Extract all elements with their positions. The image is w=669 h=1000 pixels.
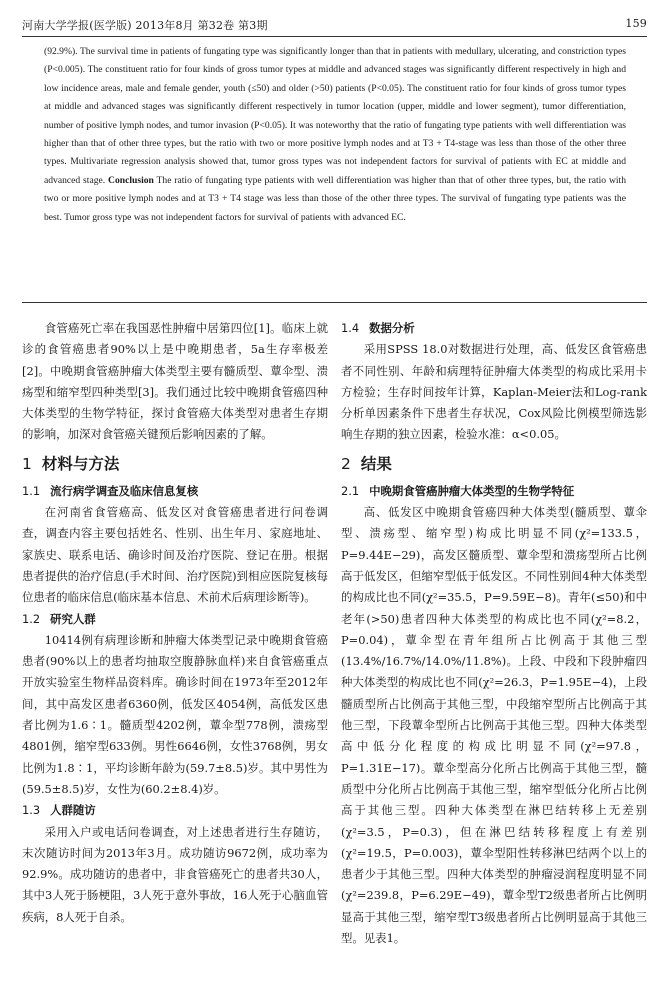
subsection-1-1-heading <box>22 481 328 502</box>
conclusion-label: Conclusion <box>108 174 154 186</box>
english-abstract <box>44 43 626 227</box>
subsection-title: 中晚期食管癌肿瘤大体类型的生物学特征 <box>369 483 575 498</box>
abstract-rule <box>22 302 647 303</box>
subsection-1-2-heading <box>22 609 328 630</box>
section-title: 结果 <box>360 454 392 473</box>
subsection-number: 1.4 <box>341 321 360 335</box>
journal-info: 河南大学学报(医学版) 2013年8月 第32卷 第3期 <box>22 19 268 32</box>
section-2-heading <box>341 452 647 476</box>
section-title: 材料与方法 <box>41 454 120 473</box>
section-1-heading <box>22 452 328 476</box>
section-number: 2 <box>341 454 351 473</box>
subsection-title: 人群随访 <box>50 803 96 818</box>
subsection-1-4-heading <box>341 318 647 339</box>
subsection-title: 数据分析 <box>369 321 415 335</box>
subsection-1-3-text: 采用入户或电话问卷调查，对上述患者进行生存随访，末次随访时间为2013年3月。成功随访9672例，成功率为92.9%。成功随访的患者中，非食管癌死亡的患者共30人，其中3人死于肠梗阻，3人死于意外事故，16人死于心脑血管疾病，8人死于自杀。 <box>22 824 328 924</box>
subsection-title: 流行病学调查及临床信息复核 <box>50 483 199 498</box>
header-rule <box>22 36 647 37</box>
abstract-text <box>44 43 626 227</box>
subsection-number: 1.3 <box>22 803 41 818</box>
subsection-1-4-text: 采用SPSS 18.0对数据进行处理，高、低发区食管癌患者不同性别、年龄和病理特征肿瘤大体类型的构成比采用卡方检验；生存时间按年计算，Kaplan-Meier法和Log-rank分析单因素条件下患者生存状况，Cox风险比例模型筛选影响生存期的独立因素，检验水准：α<0.05。 <box>341 342 647 442</box>
abstract-conclusion: The ratio of fungating type patients with well differentiation was higher than that of other three types, but, the ratio with two or more positive lymph nodes and at T3 + T4 stage was less than those of the other three types. The survival of fungating type patients was the best. Tumor gross type was not independent factors for survival of patients with advanced EC. <box>44 174 626 223</box>
subsection-2-1-heading <box>341 481 647 502</box>
intro-paragraph: 食管癌死亡率在我国恶性肿瘤中居第四位[1]。临床上就诊的食管癌患者90%以上是中晚期患者，5a生存率极差[2]。中晚期食管癌肿瘤大体类型主要有髓质型、蕈伞型、溃疡型和缩窄型四种类型[3]。我们通过比较中晚期食管癌四种大体类型的生物学特征，探讨食管癌大体类型对患者生存期的影响，加深对食管癌关键预后影响因素的了解。 <box>22 321 328 442</box>
subsection-2-1-text: 高、低发区中晚期食管癌四种大体类型(髓质型、蕈伞型、溃疡型、缩窄型)构成比明显不同(χ²=133.5，P=9.44E−29)，高发区髓质型、蕈伞型和溃疡型所占比例高于低发区，但缩窄型低于低发区。不同性别间4种大体类型的构成比也不同(χ²=35.5，P=9.59E−8)。青年(≤50)和中老年(>50)患者四种大体类型的构成比也不同(χ²=8.2，P=0.04)，蕈伞型在青年组所占比例高于其他三型(13.4%/16.7%/14.0%/11.8%)。上段、中段和下段肿瘤四种大体类型的构成比也不同(χ²=26.3，P=1.95E−4)，上段髓质型所占比例高于其他三型，中段缩窄型所占比例高于其他三型，下段蕈伞型所占比例高于其他三型。四种大体类型高中低分化程度的构成比明显不同(χ²=97.8，P=1.31E−17)。蕈伞型高分化所占比例高于其他三型，髓质型中分化所占比例高于其他三型，缩窄型低分化所占比例高于其他三型。四种大体类型在淋巴结转移上无差别(χ²=3.5，P=0.3)，但在淋巴结转移程度上有差别(χ²=19.5，P=0.003)，蕈伞型阳性转移淋巴结两个以上的患者少于其他三型。四种大体类型的肿瘤浸润程度明显不同(χ²=239.8，P=6.29E−49)，蕈伞型T2级患者所占比例明显高于其他三型，缩窄型T3级患者所占比例明显高于其他三型。见表1。 <box>341 505 647 946</box>
section-number: 1 <box>22 454 32 473</box>
subsection-number: 1.2 <box>22 611 41 626</box>
subsection-title: 研究人群 <box>50 611 96 626</box>
subsection-1-2-text: 10414例有病理诊断和肿瘤大体类型记录中晚期食管癌患者(90%以上的患者均抽取空腹静脉血样)来自食管癌重点开放实验室生物样品资料库。确诊时间在1973年至2012年间，其中高发区患者6360例，低发区4054例，高低发区患者比例为1.6∶1。髓质型4202例，蕈伞型778例，溃疡型4801例，缩窄型633例。男性6646例，女性3768例，男女比例为1.8∶1，平均诊断年龄为(59.7±8.5)岁。其中男性为(59.5±8.5)岁，女性为(60.2±8.4)岁。 <box>22 632 328 796</box>
left-column <box>22 318 328 988</box>
running-header <box>22 14 647 34</box>
subsection-1-3-heading <box>22 800 328 821</box>
abstract-results: (92.9%). The survival time in patients of fungating type was significantly longer than that in patients with medullary, ulcerating, and constriction types (P<0.005). The constituent ratio for four kinds of gross tumor types at middle and advanced stages was significantly different respectively in high and low incidence areas, male and female gender, youth (≤50) and older (>50) patients (P<0.05). The constituent ratio for four kinds of gross tumor types at middle and advanced stages was significantly different respectively in tumor location (upper, middle and lower segment), tumor differentiation, number of positive lymph nodes, and tumor invasion (P<0.05). It was noteworthy that the ratio of fungating type patients with well differentiation was higher than that of other three types, but the ratio with two or more positive lymph nodes and at T3 + T4-stage was less than those of the other three types. Multivariate regression analysis showed that, tumor gross types was not independent factors for survival of patients with EC at middle and advanced stage. <box>44 46 626 186</box>
page-number: 159 <box>625 17 647 30</box>
subsection-number: 1.1 <box>22 483 41 498</box>
right-column <box>341 318 647 988</box>
subsection-number: 2.1 <box>341 483 360 498</box>
subsection-1-1-text: 在河南省食管癌高、低发区对食管癌患者进行问卷调查，调查内容主要包括姓名、性别、出生年月、家庭地址、家族史、联系电话、确诊时间及治疗医院、登记在册。根据患者提供的治疗信息(手术时间、治疗医院)到相应医院复核每位患者的临床信息(临床基本信息、术前术后病理诊断等)。 <box>22 505 328 605</box>
